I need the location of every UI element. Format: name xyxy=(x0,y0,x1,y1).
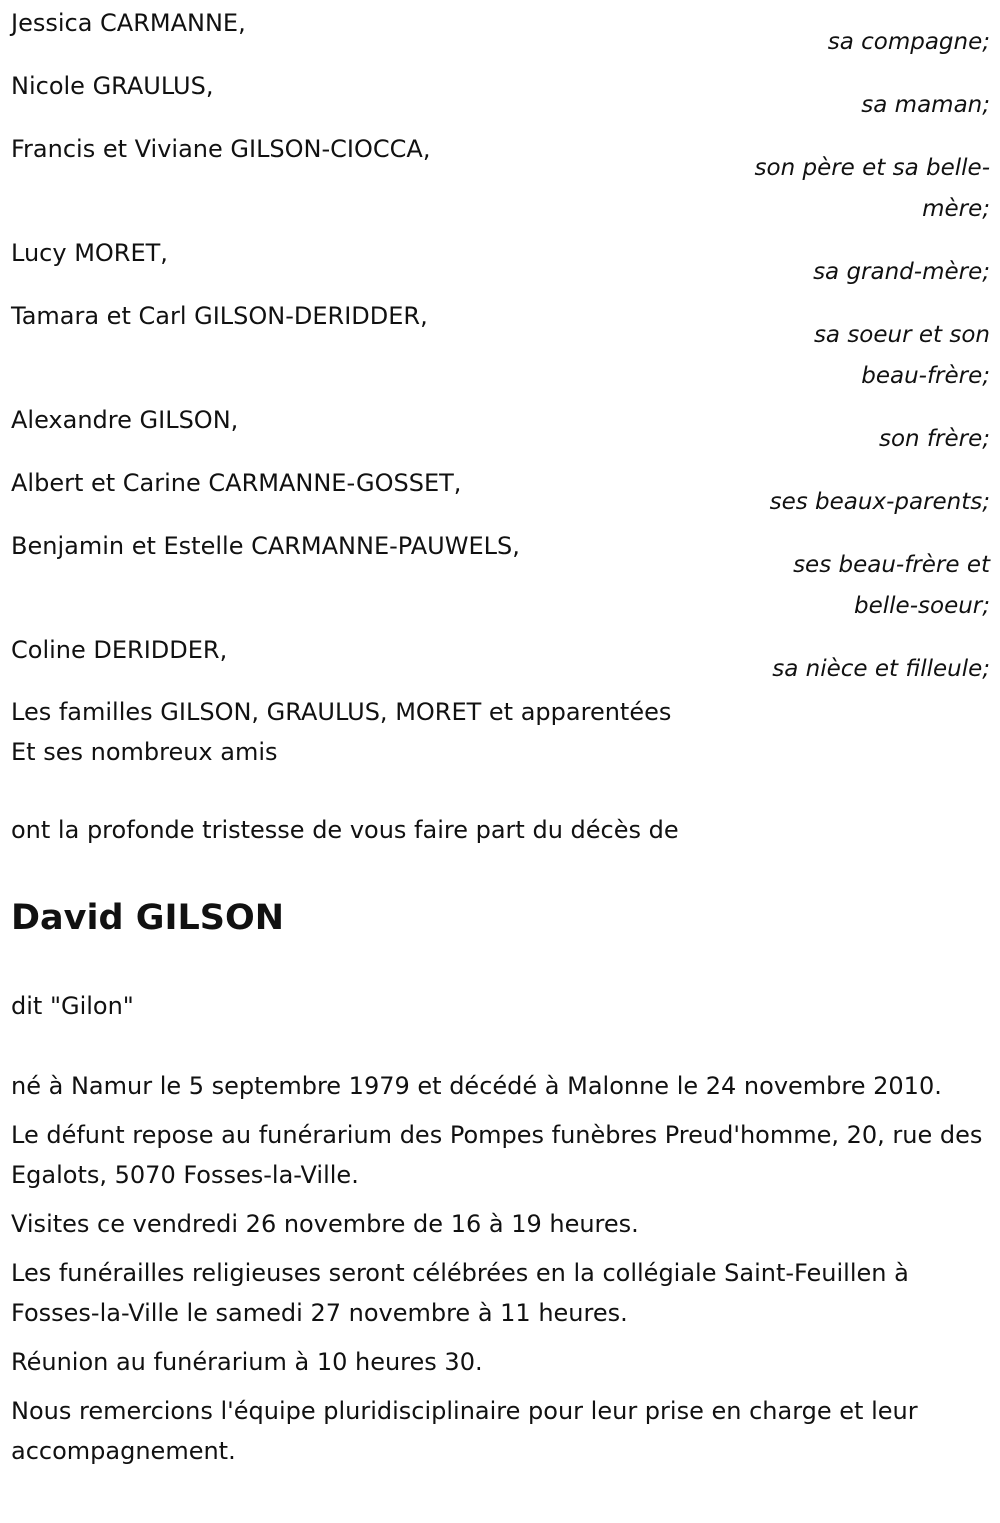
friends-line: Et ses nombreux amis xyxy=(11,738,278,766)
family-member-name: Francis et Viviane GILSON-CIOCCA, xyxy=(11,135,431,163)
funeral-home-info: Le défunt repose au funérarium des Pompes funèbres Preud'homme, 20, rue des Egalots, 5070 Fosses-la-Ville. xyxy=(11,1121,983,1189)
deceased-nickname: dit "Gilon" xyxy=(11,992,134,1020)
family-member-relation: sa grand-mère; xyxy=(813,259,990,285)
family-entry xyxy=(11,397,990,460)
thanks-message: Nous remercions l'équipe pluridisciplinaire pour leur prise en charge et leur accompagnement. xyxy=(11,1397,918,1465)
family-member-relation: ses beaux-parents; xyxy=(769,489,990,515)
announcement-intro: ont la profonde tristesse de vous faire part du décès de xyxy=(11,816,679,844)
family-entry xyxy=(11,0,990,63)
family-member-name: Benjamin et Estelle CARMANNE-PAUWELS, xyxy=(11,532,520,560)
deceased-name: David GILSON xyxy=(11,898,285,938)
family-entry xyxy=(11,63,990,126)
family-entry xyxy=(11,523,990,627)
family-member-name: Coline DERIDDER, xyxy=(11,636,228,664)
family-member-name: Alexandre GILSON, xyxy=(11,406,239,434)
family-member-name: Albert et Carine CARMANNE-GOSSET, xyxy=(11,469,462,497)
family-member-name: Jessica CARMANNE, xyxy=(11,9,246,37)
family-member-name: Nicole GRAULUS, xyxy=(11,72,214,100)
death-notice xyxy=(11,0,990,1471)
gathering-info: Réunion au funérarium à 10 heures 30. xyxy=(11,1348,483,1376)
family-member-relation: sa compagne; xyxy=(827,29,990,55)
visiting-hours: Visites ce vendredi 26 novembre de 16 à 19 heures. xyxy=(11,1210,639,1238)
extended-family-line: Les familles GILSON, GRAULUS, MORET et apparentées xyxy=(11,698,672,726)
family-entry xyxy=(11,230,990,293)
family-member-relation: son frère; xyxy=(878,426,990,452)
family-member-relation: sa soeur et son beau-frère; xyxy=(813,322,990,389)
birth-death-info: né à Namur le 5 septembre 1979 et décédé à Malonne le 24 novembre 2010. xyxy=(11,1072,942,1100)
family-list xyxy=(11,0,990,690)
family-member-relation: ses beau-frère et belle-soeur; xyxy=(793,552,990,619)
funeral-service-info: Les funérailles religieuses seront célébrées en la collégiale Saint-Feuillen à Fosses-la-Ville le samedi 27 novembre à 11 heures. xyxy=(11,1259,909,1327)
family-entry xyxy=(11,126,990,230)
family-member-relation: son père et sa belle-mère; xyxy=(754,155,990,222)
family-member-name: Lucy MORET, xyxy=(11,239,168,267)
family-member-relation: sa maman; xyxy=(861,92,990,118)
family-entry xyxy=(11,293,990,397)
family-member-relation: sa nièce et filleule; xyxy=(772,656,990,682)
family-member-name: Tamara et Carl GILSON-DERIDDER, xyxy=(11,302,428,330)
family-entry xyxy=(11,460,990,523)
family-entry xyxy=(11,627,990,690)
